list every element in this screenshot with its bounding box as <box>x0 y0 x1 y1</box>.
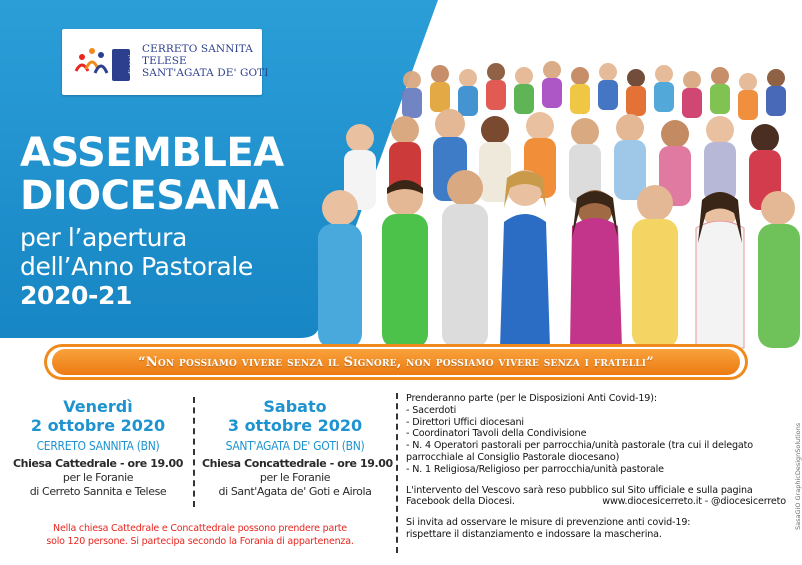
broadcast-facebook-text: Facebook della Diocesi. <box>406 496 515 508</box>
designer-credit-text: SasaGiO GraphicDesignSolutions <box>794 422 802 530</box>
event-day: Venerdì <box>63 397 133 416</box>
capacity-note-line-1: Nella chiesa Cattedrale e Concattedrale possono prendere parte <box>53 523 347 534</box>
event-santagata <box>202 397 393 499</box>
event-foranie-label: per le Foranie <box>259 471 331 484</box>
participant-item: - N. 4 Operatori pastorali per parrocchia/unità pastorale (tra cui il delegato <box>406 440 753 452</box>
crowd-photo <box>300 38 800 348</box>
page-title <box>20 132 284 218</box>
spacer <box>406 508 786 517</box>
subtitle-line-1: per l’apertura <box>20 223 187 252</box>
broadcast-line-2 <box>406 496 786 508</box>
spacer <box>406 476 786 485</box>
event-date: 2 ottobre 2020 <box>30 416 166 435</box>
capacity-note <box>20 522 380 548</box>
page-subtitle <box>20 223 253 310</box>
diocese-logo-icon <box>72 41 135 85</box>
crowd-back-row <box>402 61 786 120</box>
logo-line-2: TELESE <box>142 55 187 67</box>
covid-line-1: Si invita ad osservare le misure di prevenzione anti covid-19: <box>406 517 691 529</box>
participants-info <box>406 393 786 541</box>
covid-line-2: rispettare il distanziamento e indossare la mascherina. <box>406 528 662 540</box>
event-foranie-names: di Sant'Agata de' Goti e Airola <box>218 485 372 498</box>
logo-text <box>142 43 269 79</box>
quote-text: “Non possiamo vivere senza il Signore, non possiamo vivere senza i fratelli” <box>138 354 654 370</box>
subtitle-line-2: dell’Anno Pastorale <box>20 252 253 281</box>
participant-item: parrocchiale al Consiglio Pastorale diocesano) <box>406 451 620 463</box>
website-link[interactable]: www.diocesicerreto.it - @diocesicerreto <box>602 496 786 508</box>
broadcast-line-1: L'intervento del Vescovo sarà reso pubblico sul Sito ufficiale e sulla pagina <box>406 484 753 496</box>
event-city: CERRETO SANNITA (BN) <box>36 439 160 453</box>
event-foranie-label: per le Foranie <box>62 471 134 484</box>
title-line-2: DIOCESANA <box>20 173 279 219</box>
subtitle-year: 2020-21 <box>20 281 132 310</box>
event-city: SANT'AGATA DE' GOTI (BN) <box>225 439 365 453</box>
event-date: 3 ottobre 2020 <box>227 416 363 435</box>
participant-item: - Sacerdoti <box>406 404 457 416</box>
title-line-1: ASSEMBLEA <box>20 130 284 176</box>
capacity-note-line-2: solo 120 persone. Si partecipa secondo la Forania di appartenenza. <box>46 536 354 547</box>
logo-line-1: CERRETO SANNITA <box>142 43 253 55</box>
quote-banner <box>44 344 748 380</box>
event-church: Chiesa Concattedrale - ore 19.00 <box>202 457 393 470</box>
participant-item: - Direttori Uffici diocesani <box>406 416 524 428</box>
logo-box <box>62 29 269 95</box>
participants-intro: Prenderanno parte (per le Disposizioni Anti Covid-19): <box>406 393 657 404</box>
divider-dashed-2 <box>396 393 398 553</box>
logo-badge-text: diocesi <box>128 54 135 76</box>
logo-line-3: SANT'AGATA DE' GOTI <box>142 67 269 79</box>
participant-item: - Coordinatori Tavoli della Condivisione <box>406 428 587 440</box>
event-foranie-names: di Cerreto Sannita e Telese <box>29 485 167 498</box>
event-day: Sabato <box>263 397 327 416</box>
participant-item: - N. 1 Religiosa/Religioso per parrocchia/unità pastorale <box>406 463 664 475</box>
event-church: Chiesa Cattedrale - ore 19.00 <box>12 457 184 470</box>
event-cerreto <box>8 397 188 499</box>
divider-dashed-1 <box>193 397 195 507</box>
